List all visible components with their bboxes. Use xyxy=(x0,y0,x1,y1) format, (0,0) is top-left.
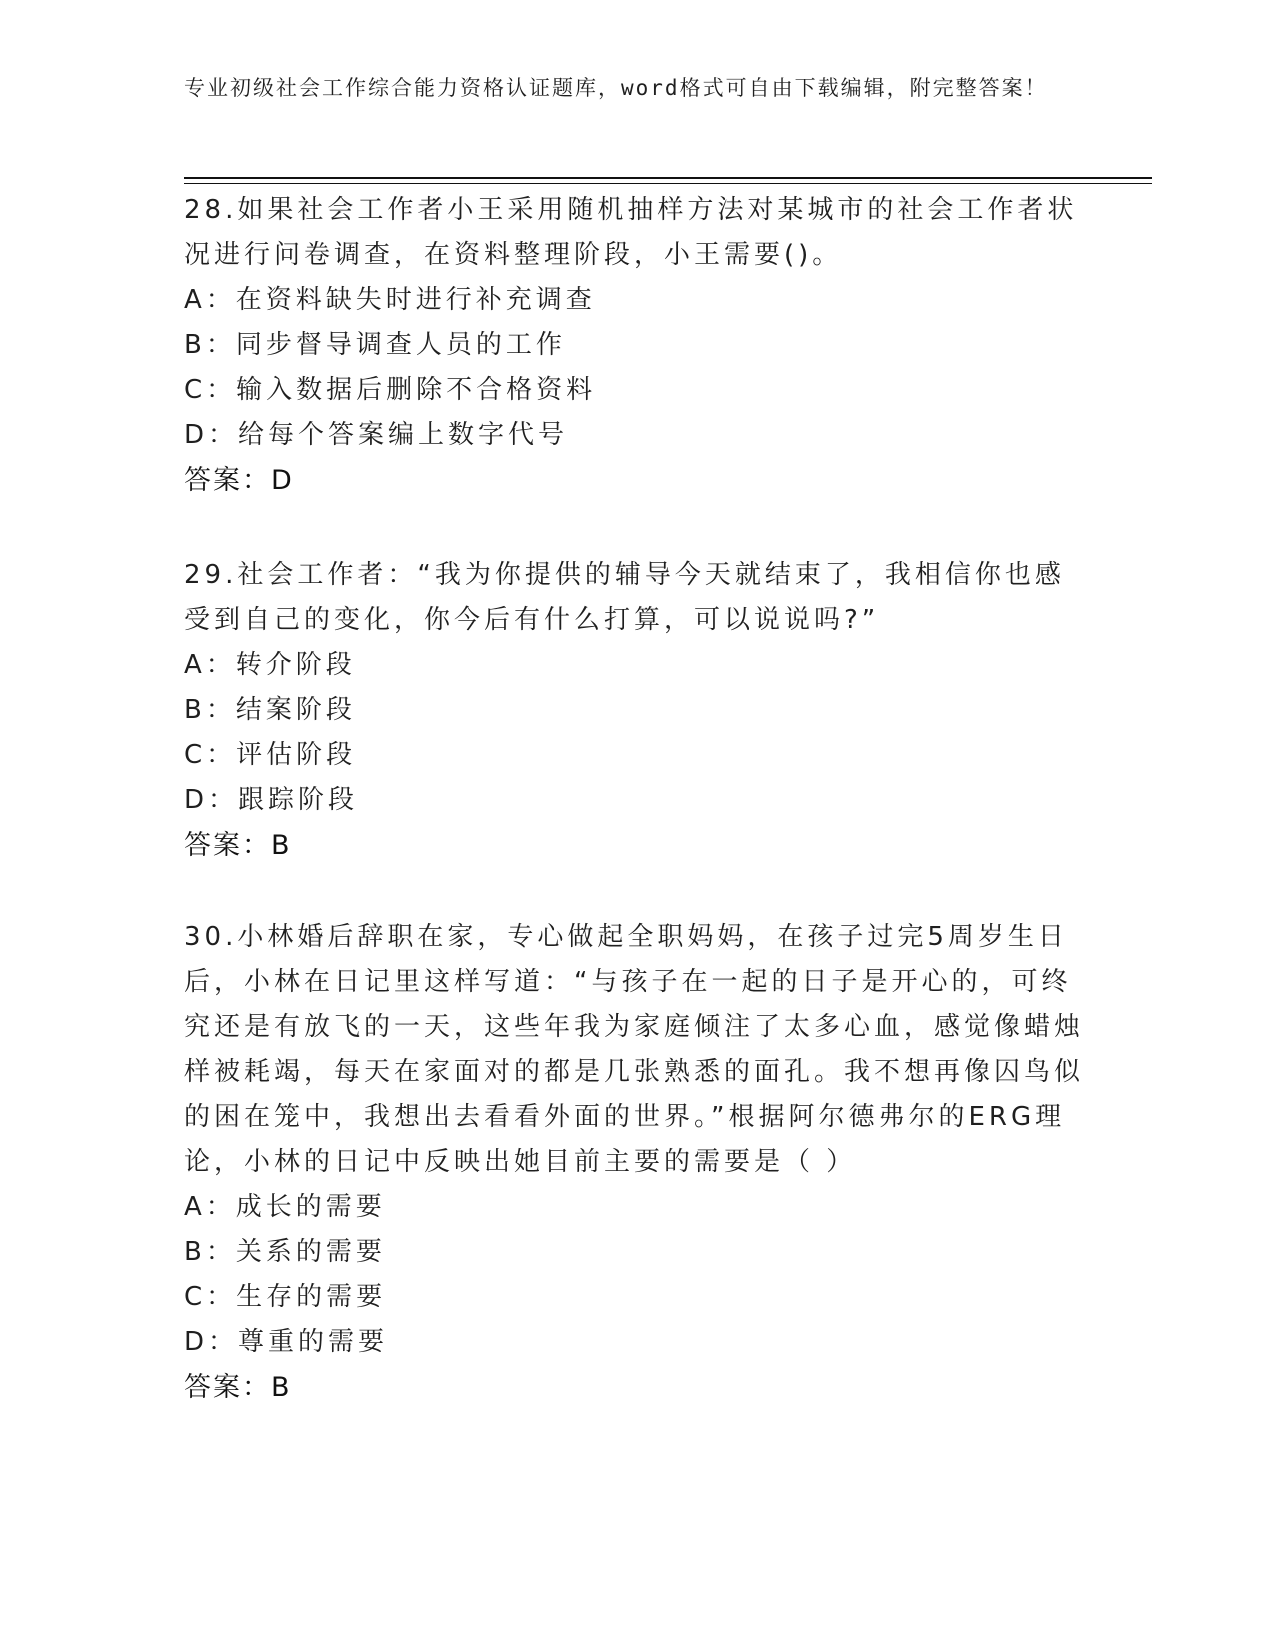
question-stem: 30.小林婚后辞职在家，专心做起全职妈妈，在孩子过完5周岁生日后，小林在日记里这样写道：“与孩子在一起的日子是开心的，可终究还是有放飞的一天，这些年我为家庭倾注了太多心血，感觉像蜡烛样被耗竭，每天在家面对的都是几张熟悉的面孔。我不想再像囚鸟似的困在笼中，我想出去看看外面的世界。”根据阿尔德弗尔的ERG理论，小林的日记中反映出她目前主要的需要是（ ） xyxy=(184,922,1085,1177)
option-d: D：给每个答案编上数字代号 xyxy=(184,420,569,450)
answer-line: 答案：B xyxy=(184,1372,292,1403)
option-c: C：评估阶段 xyxy=(184,740,357,770)
option-a: A：转介阶段 xyxy=(184,650,356,680)
option-d: D：跟踪阶段 xyxy=(184,785,359,815)
option-c: C：输入数据后删除不合格资料 xyxy=(184,375,597,405)
question-30 xyxy=(184,915,1084,1410)
option-d: D：尊重的需要 xyxy=(184,1327,389,1357)
answer-line: 答案：D xyxy=(184,465,294,496)
option-b: B：同步督导调查人员的工作 xyxy=(184,330,566,360)
question-stem: 29.社会工作者：“我为你提供的辅导今天就结束了，我相信你也感受到自己的变化，你今后有什么打算，可以说说吗?” xyxy=(184,560,1065,635)
option-b: B：结案阶段 xyxy=(184,695,356,725)
question-29 xyxy=(184,553,1084,868)
option-c: C：生存的需要 xyxy=(184,1282,387,1312)
document-header: 专业初级社会工作综合能力资格认证题库，word格式可自由下载编辑，附完整答案！ xyxy=(184,76,1048,100)
header-divider-thin xyxy=(184,183,1152,184)
option-a: A：成长的需要 xyxy=(184,1192,386,1222)
question-stem: 28.如果社会工作者小王采用随机抽样方法对某城市的社会工作者状况进行问卷调查，在资料整理阶段，小王需要()。 xyxy=(184,195,1078,270)
question-28 xyxy=(184,188,1084,503)
header-divider-thick xyxy=(184,177,1152,179)
option-a: A：在资料缺失时进行补充调查 xyxy=(184,285,596,315)
answer-line: 答案：B xyxy=(184,830,292,861)
option-b: B：关系的需要 xyxy=(184,1237,386,1267)
